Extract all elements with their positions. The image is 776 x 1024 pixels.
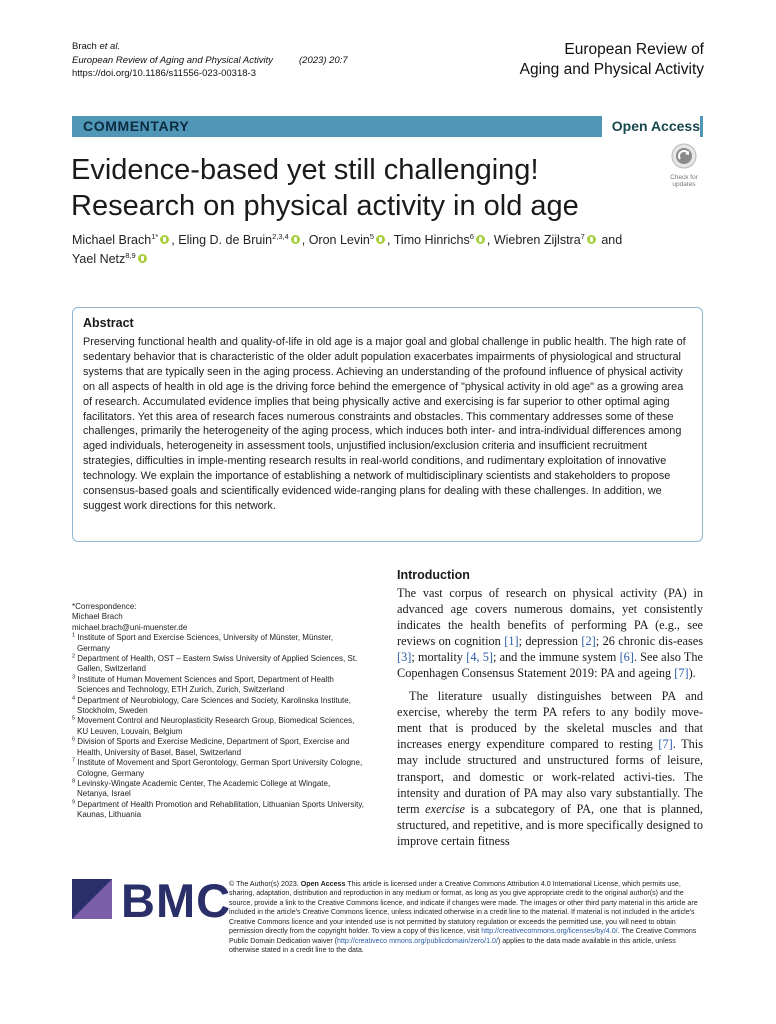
affiliation-num: 4 (72, 695, 76, 701)
open-access-bold: Open Access (300, 880, 346, 888)
affiliation-text: Department of Health, OST – Eastern Swiss University of Applied Sciences, St. Gallen, Switzerland (77, 654, 358, 674)
citation-ref[interactable]: [3] (397, 650, 412, 665)
author-affiliation-sup: 6 (469, 231, 474, 241)
affiliation-item (72, 633, 364, 654)
citation-ref[interactable]: [4, 5] (466, 650, 493, 665)
affiliation-item (72, 758, 364, 779)
author-name[interactable]: Eling D. de Bruin (178, 233, 273, 247)
license-link[interactable]: http://creativecommons.org/licenses/by/4.0/ (481, 927, 618, 936)
text-run: . This may include structured and unstructured forms of leisure, transport, and domestic or work-related activi-ties. The intensity and duration of PA may also vary substantially. The term (397, 737, 703, 816)
affiliation-text: Institute of Sport and Exercise Sciences, University of Münster, Münster, Germany (77, 633, 333, 653)
citation-ref[interactable]: [7] (674, 666, 689, 681)
author-name[interactable]: Michael Brach (72, 233, 152, 247)
author-name[interactable]: Oron Levin (308, 233, 370, 247)
correspondence-email[interactable]: michael.brach@uni-muenster.de (72, 622, 188, 632)
citation-block (72, 40, 348, 81)
author-name[interactable]: Yael Netz (72, 252, 126, 266)
orcid-icon[interactable] (376, 235, 385, 244)
affiliation-num: 3 (72, 674, 76, 681)
citation-etal: et al. (99, 41, 121, 52)
citation-ref[interactable]: [6] (619, 650, 634, 665)
text-run: ; and the immune system (492, 650, 620, 665)
license-text (229, 880, 705, 956)
author-affiliation-sup: 5 (369, 231, 375, 241)
text-run: . See also The Copenhagen Consensus Statement 2019: PA and ageing (397, 650, 703, 681)
author-affiliation-sup: 1* (151, 231, 159, 241)
introduction-paragraph-1 (397, 585, 703, 681)
text-run: . The Creative Commons Public Domain Dedication waiver ( (229, 927, 697, 945)
text-run: The vast corpus of research on physical activity (PA) in advanced age covers numerous domains, yet consistently indicates the health benefits of performing PA (e.g., see reviews on cognition (397, 586, 703, 649)
introduction-section (397, 567, 703, 849)
affiliation-num: 2 (72, 653, 76, 660)
journal-brand (520, 40, 704, 79)
affiliation-text: Movement Control and Neuroplasticity Research Group, Biomedical Sciences, KU Leuven, Louvain, Belgium (77, 716, 355, 736)
orcid-icon[interactable] (160, 235, 169, 244)
check-for-updates-badge[interactable] (664, 143, 704, 188)
affiliation-item (72, 779, 364, 800)
correspondence-block (72, 602, 364, 821)
introduction-paragraph-2 (397, 688, 703, 848)
citation-year-volume: (2023) 20:7 (299, 54, 348, 66)
author-list: Michael Brach$^{1*}$ , Eling D. de Bruin$^{2,3,4}$ , Oron Levin$^5$ , Timo Hinrichs$^6$ , Wiebren Zijlstra$^7$ and Yael Netz$^{8,9}$ (72, 231, 623, 266)
author-affiliation-sup: 2,3,4 (272, 231, 289, 241)
affiliation-item (72, 800, 364, 821)
citation-ref[interactable]: [7] (658, 737, 673, 752)
abstract-text: Preserving functional health and quality-of-life in old age is a major goal and global challenge in public health. The high rate of sedentary behavior that is characteristic of the older adult population exacerbates impairments of physiological and structural systems that are typically seen in the aging process. Achieving an understanding of the profound influence of physical activity on all aspects of health in old age is the driving force behind the emergence of "physical activity in old age" as a growing area of research. Accumulated evidence implies that being physically active and exercising is far superior to other optimal aging facilitators. Yet this area of research faces numerous constraints and obstacles. This commentary addresses some of these challenges, primarily the heterogeneity of the aging process, which induces both inter- and intra-individual differences among aged individuals, heterogeneity in assessment tools, unjustified inclusion/exclusion criteria and insufficient recruitment strategies, difficulties in imple-menting research results in real-world conditions, and rudimentary exploitation of innovative technology. We explain the importance of establishing a network of multidisciplinary scientists and stakeholders to propose consensus-based goals and scientifically evidenced wide-ranging plans for dealing with these challenges. In addition, we suggest work directions for this network. (83, 336, 686, 512)
affiliation-text: Department of Health Promotion and Rehabilitation, Lithuanian Sports University, Kaunas, Lithuania (77, 799, 364, 820)
correspondence-name: Michael Brach (72, 612, 123, 622)
article-title (71, 152, 651, 224)
affiliation-text: Levinsky-Wingate Academic Center, The Academic College at Wingate, Netanya, Israel (77, 778, 331, 799)
affiliation-num: 8 (72, 778, 76, 785)
affiliation-item (72, 737, 364, 758)
affiliation-num: 1 (72, 632, 76, 639)
text-run: ; depression (518, 634, 582, 649)
affiliation-item (72, 696, 364, 717)
article-type-label: COMMENTARY (83, 118, 190, 134)
author-name[interactable]: Timo Hinrichs (393, 233, 470, 247)
affiliation-item (72, 716, 364, 737)
affiliation-item (72, 675, 364, 696)
orcid-icon[interactable] (476, 235, 485, 244)
title-line1: Evidence-based yet still challenging! (71, 154, 539, 186)
affiliation-num: 7 (72, 757, 76, 764)
text-run: ). (688, 666, 696, 681)
citation-ref[interactable]: [2] (581, 634, 596, 649)
text-run: © The Author(s) 2023. (229, 880, 301, 888)
abstract-heading: Abstract (83, 316, 134, 330)
citation-doi-link[interactable]: https://doi.org/10.1186/s11556-023-00318-3 (72, 68, 256, 79)
affiliation-text: Department of Neurobiology, Care Sciences and Society, Karolinska Institute, Stockholm, Sweden (77, 695, 351, 716)
check-updates-line1: Check for (670, 174, 698, 181)
affiliation-num: 9 (72, 799, 76, 806)
orcid-icon[interactable] (291, 235, 300, 244)
text-run: is a subcategory of PA, one that is planned, structured, and repetitive, and is more specifically designed to improve certain fitness (397, 801, 704, 848)
citation-ref[interactable]: [1] (504, 634, 519, 649)
bmc-wordmark: BMC (121, 874, 232, 927)
authors-and: and (601, 233, 623, 247)
citation-authors: Brach (72, 41, 97, 52)
affiliation-text: Institute of Human Movement Sciences and Sport, Department of Health Sciences and Technology, ETH Zurich, Zurich, Switzerland (77, 674, 334, 695)
affiliation-num: 6 (72, 736, 76, 743)
check-updates-icon (671, 143, 697, 169)
abstract-box (72, 307, 703, 542)
check-updates-line2: updates (672, 181, 696, 188)
affiliation-item (72, 654, 364, 675)
author-affiliation-sup: 7 (580, 231, 585, 241)
journal-brand-line2: Aging and Physical Activity (519, 60, 704, 78)
emphasis-term: exercise (425, 801, 465, 816)
orcid-icon[interactable] (138, 254, 147, 263)
text-run: ) applies to the data made available in this article, unless otherwise stated in a credit line to the data. (229, 936, 676, 955)
author-affiliation-sup: 8,9 (125, 250, 136, 260)
article-type-bar (72, 116, 703, 137)
text-run: The literature usually distinguishes between PA and exercise, whereby the term PA refers to any bodily move-ment that is produced by the skeletal muscles and that increases energy expenditure compared to resting (397, 689, 703, 752)
affiliation-num: 5 (72, 715, 76, 722)
introduction-heading: Introduction (397, 568, 470, 582)
open-access-label: Open Access (602, 116, 700, 137)
text-run: ; mortality (411, 650, 467, 665)
text-run: ; 26 chronic dis-eases (595, 634, 703, 649)
affiliation-text: Institute of Movement and Sport Gerontology, German Sport University Cologne, Cologne, Germany (77, 758, 363, 778)
journal-brand-line1: European Review of (564, 41, 704, 58)
correspondence-label: *Correspondence: (72, 602, 137, 611)
public-domain-link[interactable]: http://creativeco mmons.org/publicdomain/zero/1.0/ (337, 936, 498, 945)
citation-journal: European Review of Aging and Physical Activity (72, 54, 274, 66)
author-name[interactable]: Wiebren Zijlstra (493, 233, 581, 247)
text-run: This article is licensed under a Creative Commons Attribution 4.0 International License, which permits use, sharing, adaptation, distribution and reproduction in any medium or format, as long as you give appropriate credit to the original author(s) and the source, provide a link to the Creative Commons licence, and indicate if changes were made. The images or other third party material in this article are included in the article's Creative Commons licence, unless indicated otherwise in a credit line to the material. If material is not included in the article's Creative Commons licence and your intended use is not permitted by statutory regulation or exceeds the permitted use, you will need to obtain permission directly from the copyright holder. To view a copy of this licence, visit (229, 880, 698, 936)
title-line2: Research on physical activity in old age (71, 190, 579, 222)
affiliation-text: Division of Sports and Exercise Medicine, Department of Sport, Exercise and Health, University of Basel, Basel, Switzerland (77, 737, 350, 757)
orcid-icon[interactable] (587, 235, 596, 244)
bmc-logo[interactable] (72, 879, 112, 924)
bmc-logo-icon (72, 879, 112, 919)
